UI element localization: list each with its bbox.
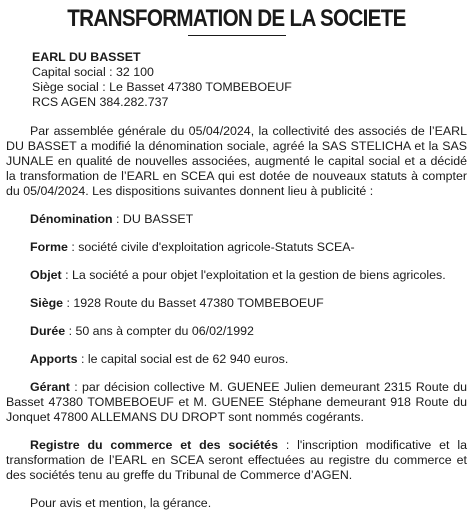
title-underline: [188, 35, 286, 36]
company-capital: Capital social : 32 100: [32, 65, 154, 79]
field-denomination: [6, 212, 467, 227]
field-value: : le capital social est de 62 940 euros.: [77, 352, 289, 366]
field-duree: [6, 324, 467, 339]
field-label: Objet: [30, 268, 62, 282]
field-siege: [6, 296, 467, 311]
field-value: : DU BASSET: [112, 212, 194, 226]
closing-line: Pour avis et mention, la gérance.: [30, 496, 212, 510]
intro-paragraph: Par assemblée générale du 05/04/2024, la collectivité des associés de l’EARL DU BASSET a modifié la dénomination sociale, agréé la SAS STELICHA et la SAS JUNALE en qualité de nouvelles associées, augmenté le capital social et a décidé la transformation de l’EARL en SCEA qui est dotée de nouveaux statuts à compter du 05/04/2024. Les dispositions suivantes donnent lieu à publicité :: [6, 124, 467, 198]
notice-title: TRANSFORMATION DE LA SOCIETE: [67, 5, 406, 32]
gerant-value: : par décision collective M. GUENEE Julien demeurant 2315 Route du Basset 47380 TOMBEBOEUF et M. GUENEE Stéphane demeurant 918 Route du Jonquet 47800 ALLEMANS DU DROPT sont nommés cogérants.: [6, 380, 467, 424]
field-label: Forme: [30, 240, 68, 254]
field-apports: [6, 352, 467, 367]
field-objet: [6, 268, 467, 283]
gerant-paragraph: [6, 380, 467, 425]
company-name: EARL DU BASSET: [32, 50, 141, 64]
field-value: : société civile d'exploitation agricole-Statuts SCEA-: [67, 240, 355, 254]
company-block: [6, 50, 467, 110]
field-label: Apports: [30, 352, 78, 366]
field-label: Siège: [30, 296, 64, 310]
registre-value: : l'inscription modificative et la transformation de l’EARL en SCEA seront effectuées au registre du commerce et des sociétés tenu au greffe du Tribunal de Commerce d’AGEN.: [6, 438, 467, 482]
field-label: Dénomination: [30, 212, 113, 226]
registre-paragraph: [6, 438, 467, 483]
field-value: : 1928 Route du Basset 47380 TOMBEBOEUF: [63, 296, 324, 310]
field-value: : 50 ans à compter du 06/02/1992: [65, 324, 254, 338]
company-rcs: RCS AGEN 384.282.737: [32, 95, 169, 109]
field-label: Durée: [30, 324, 66, 338]
field-value: : La société a pour objet l'exploitation et la gestion de biens agricoles.: [61, 268, 446, 282]
field-forme: [6, 240, 467, 255]
registre-label: Registre du commerce et des sociétés: [30, 438, 278, 452]
company-siege: Siège social : Le Basset 47380 TOMBEBOEUF: [32, 80, 292, 94]
gerant-label: Gérant: [30, 380, 70, 394]
